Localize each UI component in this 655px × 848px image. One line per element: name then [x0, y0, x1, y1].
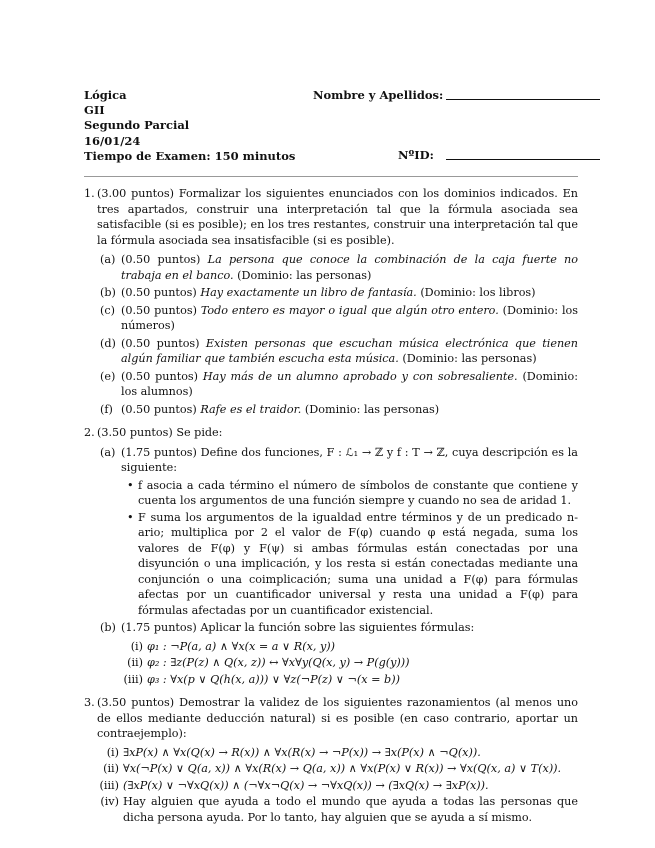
course-name: Lógica	[84, 88, 127, 102]
item-label: (a)	[100, 445, 116, 459]
reasoning-item	[97, 745, 578, 761]
formula-item	[121, 672, 578, 688]
reasoning-item	[97, 778, 578, 794]
item-statement: Aplicar la función sobre las siguientes fórmulas:	[200, 621, 475, 634]
id-blank-line[interactable]	[446, 159, 600, 160]
exam-questions	[84, 186, 578, 833]
reasoning-list	[97, 745, 578, 826]
item-points: (0.50 puntos)	[121, 402, 197, 416]
item-label: (d)	[100, 336, 116, 350]
list-item	[97, 285, 578, 301]
item-points: (0.50 puntos)	[121, 369, 199, 383]
list-item	[97, 303, 578, 334]
item-domain: (Dominio: los libros)	[420, 286, 536, 299]
item-sentence: Rafe es el traidor.	[200, 402, 302, 416]
bullet-item: • f asocia a cada término el número de símbolos de constante que contiene y cuenta los argumentos de una función siempre y cuando no sea de aridad 1.	[121, 478, 578, 509]
formula-label: (i)	[130, 639, 143, 653]
item-points: (1.75 puntos)	[121, 621, 197, 634]
bullet-item: • F suma los argumentos de la igualdad entre términos y de un predicado n-ario; multiplica por 2 el valor de F(φ) cuando φ está negada, suma los valores de F(φ) y F(ψ) si ambas fórmulas están conectadas por una disyunción o una implicación, y los resta si están conectadas mediante una conjunción o una coimplicación; suma una unidad a F(φ) para fórmulas afectas por un cuantificador universal y resta una unidad a F(φ) para fórmulas afectadas por un cuantificador existencial.	[121, 510, 578, 619]
question-2	[84, 425, 578, 687]
reasoning-label: (i)	[106, 745, 119, 759]
item-label: (c)	[100, 303, 115, 317]
name-blank-line[interactable]	[446, 99, 600, 100]
reasoning-text: ∀x(¬P(x) ∨ Q(a, x)) ∧ ∀x(R(x) → Q(a, x)) ∧ ∀x(P(x) ∨ R(x)) → ∀x(Q(x, a) ∨ T(x)).	[123, 762, 562, 775]
question-3	[84, 695, 578, 825]
item-sentence: Hay más de un alumno aprobado y con sobresaliente.	[202, 369, 518, 383]
formula-item	[121, 639, 578, 655]
item-domain: (Dominio: los alumnos)	[121, 369, 578, 398]
exam-title: Segundo Parcial	[84, 118, 190, 133]
item-sentence: La persona que conoce la combinación de la caja fuerte no trabaja en el banco.	[121, 253, 578, 282]
reasoning-text: ∃xP(x) ∧ ∀x(Q(x) → R(x)) ∧ ∀x(R(x) → ¬P(x)) → ∃x(P(x) ∧ ¬Q(x)).	[123, 745, 481, 759]
reasoning-text: (∃xP(x) ∨ ¬∀xQ(x)) ∧ (¬∀x¬Q(x) → ¬∀xQ(x)) → (∃xQ(x) → ∃xP(x)).	[123, 778, 489, 792]
item-domain: (Dominio: las personas)	[237, 268, 372, 282]
reasoning-item	[97, 794, 578, 825]
list-item	[97, 369, 578, 400]
formula-label: (iii)	[123, 672, 143, 686]
question-points: (3.00 puntos)	[97, 187, 175, 200]
item-domain: (Dominio: las personas)	[402, 352, 537, 365]
list-item	[97, 402, 578, 418]
item-sentence: Todo entero es mayor o igual que algún otro entero.	[200, 303, 499, 317]
question-number: 2.	[84, 426, 95, 439]
question-1-items	[97, 252, 578, 417]
formula-text: φ₂ : ∃z(P(z) ∧ Q(x, z)) ↔ ∀x∀y(Q(x, y) → P(g(y)))	[147, 656, 410, 669]
formula-text: φ₁ : ¬P(a, a) ∧ ∀x(x = a ∨ R(x, y))	[147, 639, 336, 653]
item-points: (0.50 puntos)	[121, 303, 197, 317]
formula-label: (ii)	[127, 656, 143, 669]
exam-header-info	[84, 88, 295, 164]
function-descriptions	[121, 478, 578, 619]
reasoning-item	[97, 761, 578, 777]
item-label: (e)	[100, 369, 116, 383]
formula-text: φ₃ : ∀x(p ∨ Q(h(x, a))) ∨ ∀z(¬P(z) ∨ ¬(x = b))	[147, 672, 400, 686]
reasoning-text: Hay alguien que ayuda a todo el mundo que ayuda a todas las personas que dicha persona ayuda. Por lo tanto, hay alguien que se ayuda a sí mismo.	[123, 795, 578, 824]
question-statement: Demostrar la validez de los siguientes razonamientos (al menos uno de ellos mediante deducción natural) si es posible (en caso contrario, aportar un contraejemplo):	[97, 696, 578, 740]
reasoning-label: (ii)	[103, 762, 119, 775]
item-sentence: Existen personas que escuchan música electrónica que tienen algún familiar que también escucha esta música.	[121, 336, 578, 365]
reasoning-label: (iii)	[99, 778, 119, 792]
exam-date: 16/01/24	[84, 133, 141, 148]
item-label: (a)	[100, 253, 116, 266]
list-item	[97, 252, 578, 283]
list-item	[97, 336, 578, 367]
question-points: (3.50 puntos)	[97, 426, 173, 439]
item-points: (0.50 puntos)	[121, 253, 201, 266]
list-item	[97, 445, 578, 619]
id-label: NºID:	[398, 148, 434, 162]
list-item	[97, 620, 578, 687]
item-domain: (Dominio: los números)	[121, 303, 578, 332]
question-statement: Se pide:	[176, 426, 223, 439]
question-statement: Formalizar los siguientes enunciados con los dominios indicados. En tres apartados, construir una interpretación tal que la fórmula asociada sea satisfacible (si es posible); en los tres restantes, construir una interpretación tal que la fórmula asociada sea insatisfacible (si es posible).	[97, 187, 578, 247]
question-number: 3.	[84, 696, 95, 709]
item-sentence: Hay exactamente un libro de fantasía.	[200, 286, 417, 299]
item-label: (f)	[100, 402, 113, 416]
item-statement: Define dos funciones, F : ℒ₁ → ℤ y f : T → ℤ, cuya descripción es la siguiente:	[121, 445, 578, 474]
question-number: 1.	[84, 187, 95, 200]
name-label: Nombre y Apellidos:	[313, 88, 444, 102]
question-1	[84, 186, 578, 417]
degree-name: GII	[84, 103, 105, 118]
header-divider	[84, 176, 578, 177]
item-label: (b)	[100, 621, 116, 634]
item-points: (1.75 puntos)	[121, 445, 197, 459]
formula-item	[121, 655, 578, 671]
item-points: (0.50 puntos)	[121, 286, 197, 299]
question-points: (3.50 puntos)	[97, 696, 175, 709]
question-2-items	[97, 445, 578, 688]
item-label: (b)	[100, 286, 116, 299]
reasoning-label: (iv)	[100, 795, 119, 808]
item-domain: (Dominio: las personas)	[304, 402, 440, 416]
item-points: (0.50 puntos)	[121, 336, 200, 350]
exam-duration: Tiempo de Examen: 150 minutos	[84, 148, 296, 163]
formula-list	[121, 639, 578, 688]
